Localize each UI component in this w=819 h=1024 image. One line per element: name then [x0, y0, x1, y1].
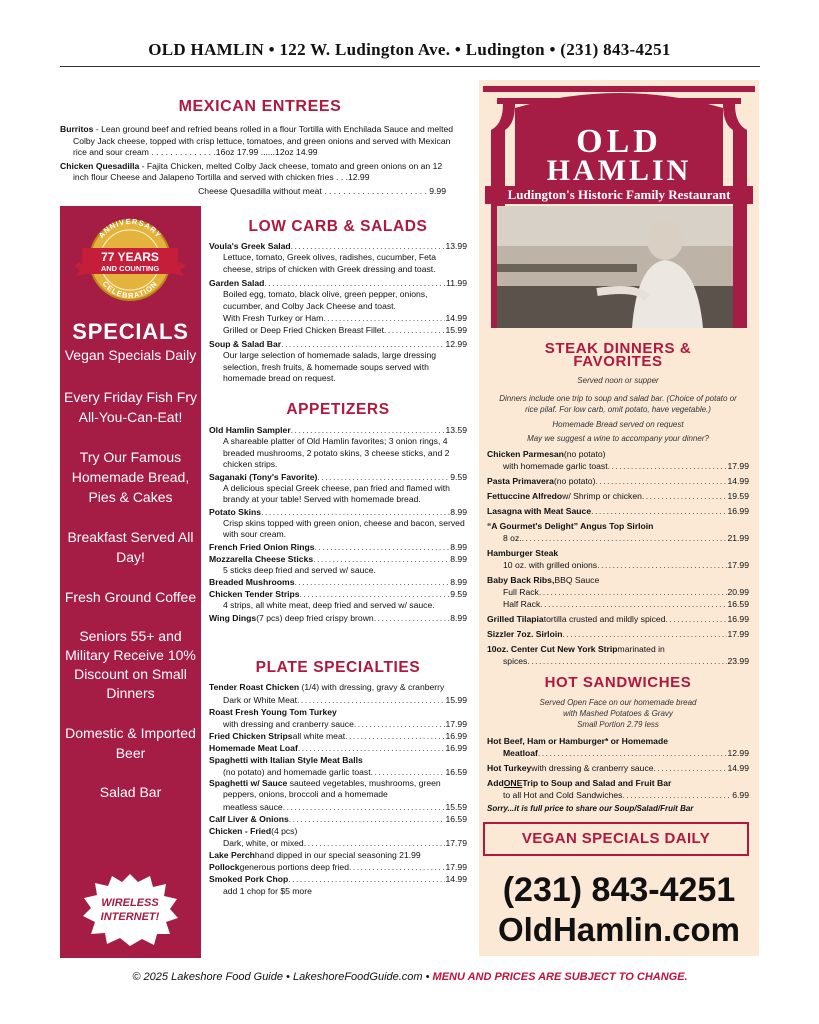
menu-item — [209, 873, 467, 885]
menu-item — [487, 655, 749, 667]
item-note: (no potato) — [553, 476, 596, 486]
item-name: Pasta Primavera — [487, 476, 554, 486]
item-price: 17.79 — [445, 837, 467, 848]
menu-item — [209, 471, 467, 483]
item-price: 19.59 — [727, 491, 749, 501]
menu-item — [487, 789, 749, 801]
item-price: 11.99 — [446, 278, 467, 288]
menu-item — [209, 338, 467, 350]
plate-title: PLATE SPECIALTIES — [255, 659, 421, 676]
menu-item — [209, 813, 467, 825]
item-price: 12.99 — [727, 748, 749, 758]
menu-item — [209, 682, 467, 694]
item-name: “A Gourmet's Delight” Angus Top Sirloin — [487, 521, 654, 531]
item-name: spices — [503, 656, 528, 666]
item-name: Chicken - Fried — [209, 825, 272, 836]
item-price: 8.99 — [450, 553, 467, 564]
item-name: Pollock — [209, 861, 240, 872]
menu-item — [487, 747, 749, 759]
item-name: Old Hamlin Sampler — [209, 425, 291, 435]
item-name: Soup & Salad Bar — [209, 339, 282, 349]
item-name: With Fresh Turkey or Ham — [223, 313, 324, 323]
page-footer — [60, 972, 760, 983]
mexican-title: MEXICAN ENTREES — [178, 98, 342, 115]
item-price: 16.99 — [445, 730, 467, 741]
menu-item — [487, 460, 749, 472]
menu-item — [209, 801, 467, 813]
item-name: 8 oz. — [503, 533, 522, 543]
item-name: Garden Salad — [209, 278, 265, 288]
menu-item — [487, 613, 749, 625]
item-price: 16.99 — [727, 506, 749, 516]
hot-note-2: with Mashed Potatoes & Gravy — [563, 709, 673, 718]
item-name: Half Rack — [503, 599, 541, 609]
item-name: 10 oz. with grilled onions — [503, 560, 598, 570]
menu-item — [209, 576, 467, 588]
header-rule — [60, 66, 760, 67]
specials-sidebar — [60, 206, 201, 958]
special-item-2: Every Friday Fish Fry All-You-Can-Eat! — [63, 389, 197, 425]
menu-item — [487, 598, 749, 610]
item-price: 8.99 — [450, 541, 467, 552]
item-price: 17.99 — [727, 629, 749, 639]
menu-item — [209, 837, 467, 849]
item-name: Dark, white, or mixed — [223, 837, 304, 848]
item-price: 16.99 — [727, 614, 749, 624]
item-price: 21.99 — [399, 849, 421, 860]
wireless-line2: INTERNET! — [100, 911, 160, 923]
item-price: 13.99 — [445, 241, 467, 251]
item-price: 14.99 — [727, 763, 749, 773]
item-name: Meatloaf — [503, 748, 538, 758]
item-name: Calf Liver & Onions — [209, 813, 289, 824]
anniversary-badge — [72, 218, 188, 302]
item-price: 15.99 — [445, 325, 467, 335]
item-note: (7 pcs) deep fried crispy brown — [256, 612, 374, 623]
menu-item — [209, 766, 467, 778]
menu-item — [487, 628, 749, 640]
item-name: with homemade garlic toast — [503, 461, 608, 471]
menu-item — [209, 588, 467, 600]
item-price: 17.99 — [445, 718, 467, 729]
quesadilla-desc: - Fajita Chicken, melted Colby Jack cheese, tomato and green onions on an 12 inch flour Cheese and Jalapeno Tortilla and served with chicken fries . . .12.99 — [73, 160, 443, 182]
menu-item — [487, 532, 749, 544]
menu-item — [209, 612, 467, 624]
special-item-5: Fresh Ground Coffee — [64, 589, 197, 605]
item-price: 8.99 — [450, 506, 467, 517]
menu-item — [209, 849, 467, 861]
menu-item — [209, 825, 467, 837]
item-price: 13.59 — [445, 425, 467, 435]
item-desc: 4 strips, all white meat, deep fried and served w/ sauce. — [223, 600, 435, 610]
item-desc: Lettuce, tomato, Greek olives, radishes, cucumber, Feta cheese, strips of chicken with Greek dressing and toast. — [223, 252, 437, 274]
logo-hamlin: HAMLIN — [546, 154, 692, 187]
item-name: to all Hot and Cold Sandwiches — [503, 790, 623, 800]
item-price: 14.99 — [445, 873, 467, 884]
quesadilla-name: Chicken Quesadilla — [60, 160, 140, 171]
menu-item — [487, 475, 749, 487]
hot-note-3: Small Portion 2.79 less — [577, 720, 659, 729]
item-note: (1/4) with dressing, gravy & cranberry — [299, 682, 445, 692]
special-item-6: Seniors 55+ and Military Receive 10% Discount on Small Dinners — [65, 628, 196, 701]
menu-item — [487, 448, 749, 460]
footer-copyright: © 2025 Lakeshore Food Guide • LakeshoreFoodGuide.com • — [132, 971, 433, 983]
menu-item — [487, 505, 749, 517]
special-item-3: Try Our Famous Homemade Bread, Pies & Cakes — [71, 449, 190, 505]
item-name: Spaghetti w/ Sauce — [209, 777, 288, 788]
menu-item — [209, 240, 467, 252]
special-item-8: Salad Bar — [99, 784, 162, 800]
item-price: 15.59 — [445, 801, 467, 812]
menu-item — [209, 541, 467, 553]
menu-item — [209, 885, 467, 897]
menu-item — [209, 324, 467, 336]
item-desc: Boiled egg, tomato, black olive, green pepper, onions, cucumber, and Colby Jack Cheese and toast. — [223, 289, 428, 311]
item-name: Chicken Parmesan — [487, 449, 564, 459]
item-note: generous portions deep fried — [239, 861, 349, 872]
item-price: 16.99 — [445, 742, 467, 753]
menu-item — [487, 574, 749, 586]
item-price: 23.99 — [727, 656, 749, 666]
item-emph: ONE — [503, 778, 523, 788]
badge-years: 77 YEARS — [101, 250, 159, 264]
burritos-desc: - Lean ground beef and refried beans rolled in a flour Tortilla with Enchilada Sauce and melted Colby Jack cheese, topped with crisp lettuce, tomatoes, and green onions and served with Mexican rice and sour cream . . . . . . . . . . . . . .16oz 17.99 ......12oz 14.99 — [73, 124, 454, 157]
item-desc: 5 sticks deep fried and served w/ sauce. — [223, 564, 376, 575]
item-price: 17.99 — [445, 861, 467, 872]
item-name: Hamburger Steak — [487, 548, 559, 558]
burritos-item — [60, 124, 458, 159]
item-price: 9.59 — [450, 589, 467, 599]
item-price: 20.99 — [727, 587, 749, 597]
appetizers-title: APPETIZERS — [286, 401, 390, 418]
item-price: 12.99 — [445, 339, 467, 349]
badge-bottom-text: CELEBRATION — [100, 279, 160, 301]
mexican-items — [60, 124, 458, 197]
menu-item — [209, 694, 467, 706]
item-note: add 1 chop for $5 more — [223, 885, 312, 896]
item-note: w/ Shrimp or chicken — [562, 491, 642, 501]
item-note: hand dipped in our special seasoning — [254, 849, 397, 860]
menu-item — [209, 506, 467, 518]
quesadilla-item — [60, 161, 458, 184]
item-name: Lasagna with Meat Sauce — [487, 506, 592, 516]
item-note: all white meat — [292, 730, 346, 741]
cheese-quesadilla: Cheese Quesadilla without meat . . . . . . . . . . . . . . . . . . . . . . 9.99 — [198, 185, 446, 196]
historic-photo — [497, 206, 733, 328]
item-name: Chicken Tender Strips — [209, 589, 300, 599]
item-desc: A shareable platter of Old Hamlin favorites; 3 onion rings, 4 breaded mushrooms, 2 potato skins, 3 cheese sticks, and 2 chicken strips. — [223, 436, 450, 469]
menu-item — [209, 778, 467, 801]
item-note: tortilla crusted and mildly spiced — [543, 614, 666, 624]
item-price: 14.99 — [727, 476, 749, 486]
menu-item — [209, 706, 467, 718]
item-desc: Our large selection of homemade salads, large dressing selection, fresh fruits, & homemade soups served with homemade bread on request. — [223, 350, 437, 383]
menu-item — [209, 742, 467, 754]
item-price: 16.59 — [445, 766, 467, 777]
item-note: marinated in — [617, 644, 665, 654]
menu-item — [487, 520, 749, 532]
item-name: Sizzler 7oz. Sirloin — [487, 629, 563, 639]
item-name: Lake Perch — [209, 849, 255, 860]
burritos-name: Burritos — [60, 124, 94, 134]
page-header: OLD HAMLIN • 122 W. Ludington Ave. • Ludington • (231) 843-4251 — [148, 40, 671, 59]
item-name: Dark or White Meat — [223, 694, 298, 705]
item-price: 14.99 — [445, 313, 467, 323]
item-note: with dressing & cranberry sauce — [531, 763, 654, 773]
item-name: Trip to Soup and Salad and Fruit Bar — [522, 778, 672, 788]
badge-sub: AND COUNTING — [100, 264, 160, 273]
item-name: Breaded Mushrooms — [209, 577, 295, 587]
item-name: Tender Roast Chicken — [209, 682, 300, 692]
item-name: Grilled or Deep Fried Chicken Breast Fillet — [223, 325, 384, 335]
menu-item — [209, 861, 467, 873]
item-name: Hot Turkey — [487, 763, 532, 773]
hot-list — [487, 735, 749, 814]
item-note: (4 pcs) — [271, 825, 298, 836]
menu-item — [487, 777, 749, 789]
steak-served: Served noon or supper — [577, 376, 659, 385]
item-name: Homemade Meat Loaf — [209, 742, 298, 753]
hot-title: HOT SANDWICHES — [544, 674, 692, 691]
logo-tagline: Ludington's Historic Family Restaurant — [507, 187, 731, 202]
item-name: Grilled Tilapia — [487, 614, 544, 624]
item-name: 10oz. Center Cut New York Strip — [487, 644, 618, 654]
item-price: 15.99 — [445, 694, 467, 705]
menu-item — [487, 643, 749, 655]
item-price: 9.59 — [450, 471, 467, 482]
phone-number[interactable]: (231) 843-4251 — [502, 871, 736, 909]
sorry-note: Sorry...it is full price to share our Soup/Salad/Fruit Bar — [487, 804, 694, 813]
steak-note-3: May we suggest a wine to accompany your dinner? — [527, 434, 709, 443]
plate-list — [209, 682, 467, 897]
item-note: BBQ Sauce — [554, 575, 600, 585]
menu-item — [209, 277, 467, 289]
item-name: (no potato) and homemade garlic toast — [223, 766, 371, 777]
logo-old: OLD — [576, 123, 662, 160]
steak-title-line1: STEAK DINNERS & — [544, 340, 692, 357]
appetizers-list — [209, 424, 467, 624]
hot-note-1: Served Open Face on our homemade bread — [539, 698, 697, 707]
item-price: 8.99 — [450, 577, 467, 587]
vegan-specials-box: VEGAN SPECIALS DAILY — [483, 822, 749, 856]
item-price: 17.99 — [727, 560, 749, 570]
item-name: Roast Fresh Young Tom Turkey — [209, 706, 337, 717]
steak-title-line2: FAVORITES — [573, 353, 663, 370]
item-price: 6.99 — [732, 790, 749, 800]
footer-disclaimer: MENU AND PRICES ARE SUBJECT TO CHANGE. — [432, 971, 688, 983]
item-name: Smoked Pork Chop — [209, 873, 289, 884]
item-name: meatless sauce — [223, 801, 283, 812]
menu-item — [487, 586, 749, 598]
item-price: 17.99 — [727, 461, 749, 471]
badge-top-text: ANNIVERSARY — [96, 218, 164, 240]
item-note: (no potato) — [563, 449, 606, 459]
item-price: 8.99 — [450, 612, 467, 623]
item-desc: sauteed vegetables, mushrooms, green peppers, onions, broccoli and a homemade — [223, 777, 441, 799]
lowcarb-list — [209, 240, 467, 385]
special-item-4: Breakfast Served All Day! — [67, 529, 194, 565]
steak-list — [487, 448, 749, 667]
menu-item — [209, 730, 467, 742]
specials-title: SPECIALS — [72, 319, 189, 344]
wireless-burst — [80, 872, 180, 948]
item-price: 21.99 — [727, 533, 749, 543]
item-name: Baby Back Ribs, — [487, 575, 555, 585]
special-item-7: Domestic & Imported Beer — [65, 725, 196, 761]
item-name: Spaghetti with Italian Style Meat Balls — [209, 754, 363, 765]
item-name: Voula's Greek Salad — [209, 241, 291, 251]
steak-note-1: Dinners include one trip to soup and salad bar. (Choice of potato or rice pilaf. For low carb, omit potato, have vegetable.) — [499, 394, 737, 414]
item-price: 16.59 — [445, 813, 467, 824]
item-name: Fried Chicken Strips — [209, 730, 293, 741]
item-price: 16.59 — [727, 599, 749, 609]
menu-item — [209, 553, 467, 565]
item-name: Hot Beef, Ham or Hamburger* or Homemade — [487, 736, 668, 746]
item-name: Potato Skins — [209, 506, 262, 517]
item-name: Saganaki (Tony's Favorite) — [209, 471, 318, 482]
steak-title — [487, 340, 749, 370]
item-name: Wing Dings — [209, 612, 257, 623]
item-name: Fettuccine Alfredo — [487, 491, 563, 501]
item-name: Add — [487, 778, 504, 788]
item-name: with dressing and cranberry sauce — [223, 718, 354, 729]
item-name: Mozzarella Cheese Sticks — [209, 553, 314, 564]
menu-item — [487, 490, 749, 502]
item-desc: Crisp skins topped with green onion, cheese and bacon, served with sour cream. — [223, 517, 465, 539]
special-item-1: Vegan Specials Daily — [64, 347, 197, 363]
item-name: French Fried Onion Rings — [209, 541, 315, 552]
menu-item — [487, 762, 749, 774]
item-desc: A delicious special Greek cheese, pan fried and flamed with brandy at your table! Served with homemade bread. — [223, 482, 450, 504]
menu-item — [487, 735, 749, 747]
lowcarb-title: LOW CARB & SALADS — [248, 218, 428, 235]
menu-item — [487, 547, 749, 559]
menu-item — [209, 424, 467, 436]
steak-note-2: Homemade Bread served on request — [552, 420, 684, 429]
wireless-line1: WIRELESS — [101, 897, 159, 909]
menu-item — [487, 559, 749, 571]
menu-item — [209, 754, 467, 766]
website-link[interactable]: OldHamlin.com — [497, 911, 741, 948]
menu-item — [209, 312, 467, 324]
menu-item — [209, 718, 467, 730]
item-name: Full Rack — [503, 587, 539, 597]
